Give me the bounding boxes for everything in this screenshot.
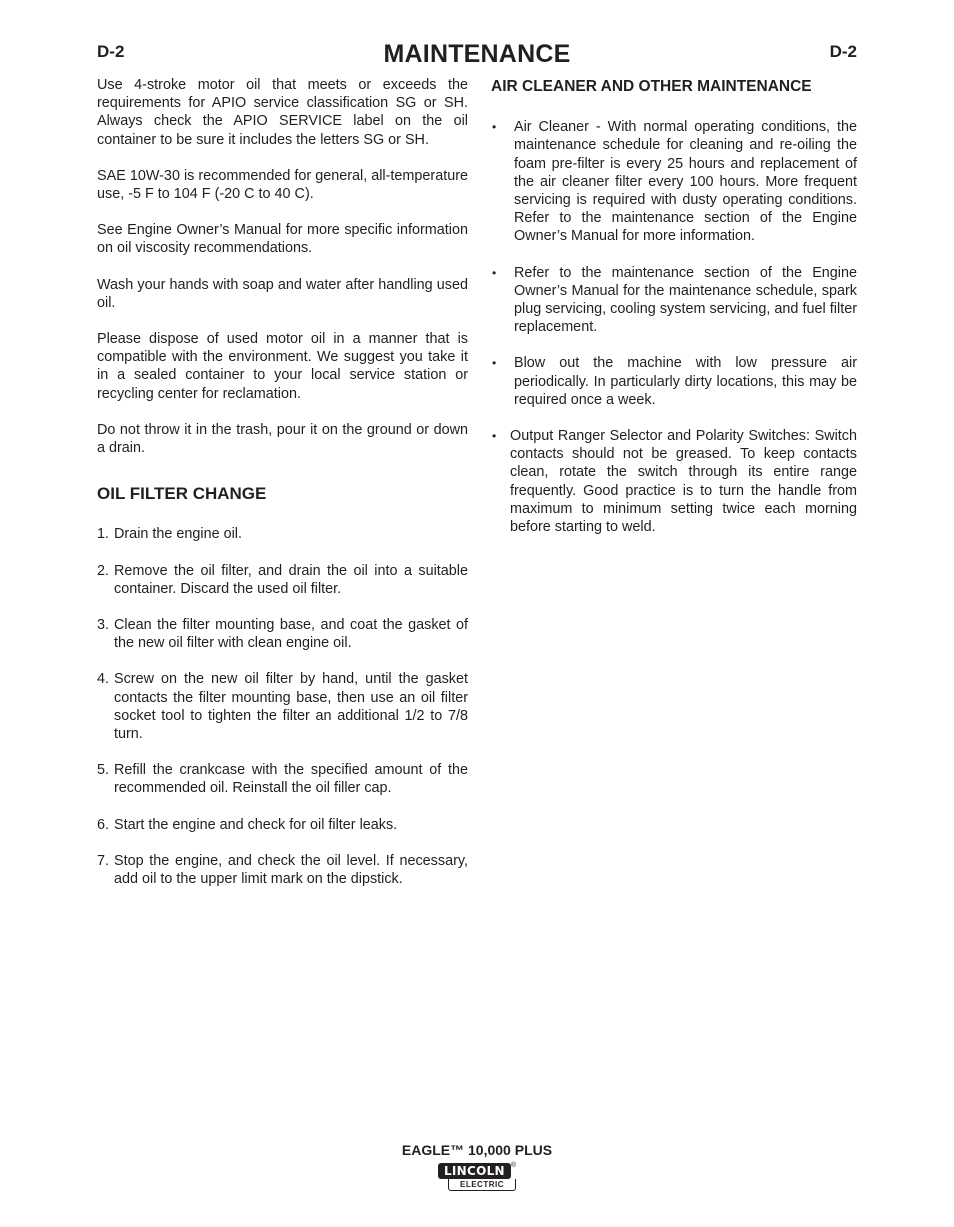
list-item — [97, 816, 468, 834]
product-name: EAGLE™ 10,000 PLUS — [401, 1142, 553, 1158]
left-column — [97, 76, 468, 906]
step-number: 2. — [97, 562, 110, 579]
step-number: 6. — [97, 816, 110, 833]
lincoln-electric-logo — [438, 1162, 516, 1191]
bullet-text: Refer to the maintenance section of the Engine Owner’s Manual for the maintenance schedule, spark plug servicing, cooling system servicing, and fuel filter replacement. — [514, 264, 857, 336]
owner-manual-paragraph: See Engine Owner’s Manual for more specific information on oil viscosity recommendations. — [97, 222, 468, 257]
oil-filter-change-heading: OIL FILTER CHANGE — [97, 484, 267, 504]
sae-recommendation-paragraph: SAE 10W-30 is recommended for general, all-temperature use, -5 F to 104 F (-20 C to 40 C). — [97, 167, 468, 203]
do-not-throw-paragraph: Do not throw it in the trash, pour it on the ground or down a drain. — [97, 421, 468, 457]
list-item — [97, 670, 468, 743]
list-item — [97, 852, 468, 888]
step-text: Screw on the new oil filter by hand, until the gasket contacts the filter mounting base, then use an oil filter socket tool to tighten the filter an additional 1/2 to 7/8 turn. — [114, 671, 468, 743]
oil-requirements-paragraph: Use 4-stroke motor oil that meets or exceeds the requirements for APIO service classification SG or SH. Always check the APIO SERVICE label on the oil container to be sure it includes the letters SG or SH. — [97, 77, 468, 148]
bullet-text: Output Ranger Selector and Polarity Switches: Switch contacts should not be greased. To keep contacts clean, rotate the switch through its entire range frequently. Good practice is to turn the handle from maximum to minimum setting twice each morning before starting to weld. — [510, 428, 857, 536]
maintenance-bullets — [491, 118, 857, 536]
logo-wordmark-bottom: ELECTRIC — [448, 1179, 516, 1191]
step-number: 3. — [97, 617, 110, 634]
step-number: 4. — [97, 671, 110, 688]
bullet-icon: • — [492, 120, 497, 135]
logo-wordmark-top: LINCOLN — [438, 1163, 511, 1179]
dispose-oil-paragraph: Please dispose of used motor oil in a manner that is compatible with the environment. We suggest you take it in a sealed container to your local service station or recycling center for reclamation. — [97, 331, 468, 402]
bullet-text: Air Cleaner - With normal operating conditions, the maintenance schedule for cleaning and re-oiling the foam pre-filter is every 25 hours and replacement of the air cleaner filter every 100 hours. More frequent servicing is required with dusty operating conditions. Refer to the maintenance section of the Engine Owner’s Manual for more information. — [514, 119, 857, 245]
bullet-icon: • — [492, 356, 497, 371]
list-item — [97, 761, 468, 797]
step-text: Refill the crankcase with the specified amount of the recommended oil. Reinstall the oil filler cap. — [114, 762, 468, 797]
page-title: MAINTENANCE — [383, 40, 571, 68]
list-item — [97, 616, 468, 652]
bullet-icon: • — [492, 429, 497, 444]
list-item — [491, 118, 857, 245]
list-item — [491, 354, 857, 409]
step-text: Clean the filter mounting base, and coat the gasket of the new oil filter with clean engine oil. — [114, 617, 468, 652]
registered-mark: ® — [510, 1162, 517, 1169]
step-number: 1. — [97, 526, 110, 543]
page-code-right: D-2 — [829, 42, 857, 61]
step-text: Start the engine and check for oil filter leaks. — [114, 816, 398, 833]
right-column — [491, 76, 857, 554]
bullet-icon: • — [492, 265, 497, 280]
step-text: Drain the engine oil. — [114, 526, 242, 543]
list-item — [97, 562, 468, 598]
step-text: Stop the engine, and check the oil level. If necessary, add oil to the upper limit mark on the dipstick. — [114, 852, 468, 888]
page-footer — [0, 1142, 954, 1192]
list-item — [491, 264, 857, 337]
bullet-text: Blow out the machine with low pressure air periodically. In particularly dirty locations, this may be required once a week. — [514, 355, 857, 408]
air-cleaner-heading: AIR CLEANER AND OTHER MAINTENANCE — [491, 78, 812, 95]
step-number: 5. — [97, 762, 110, 779]
list-item — [97, 525, 468, 543]
oil-filter-steps — [97, 525, 468, 888]
page-code-left: D-2 — [97, 42, 125, 61]
wash-hands-paragraph: Wash your hands with soap and water after handling used oil. — [97, 276, 468, 311]
step-text: Remove the oil filter, and drain the oil into a suitable container. Discard the used oil filter. — [114, 562, 468, 597]
list-item — [491, 427, 857, 536]
step-number: 7. — [97, 852, 110, 869]
